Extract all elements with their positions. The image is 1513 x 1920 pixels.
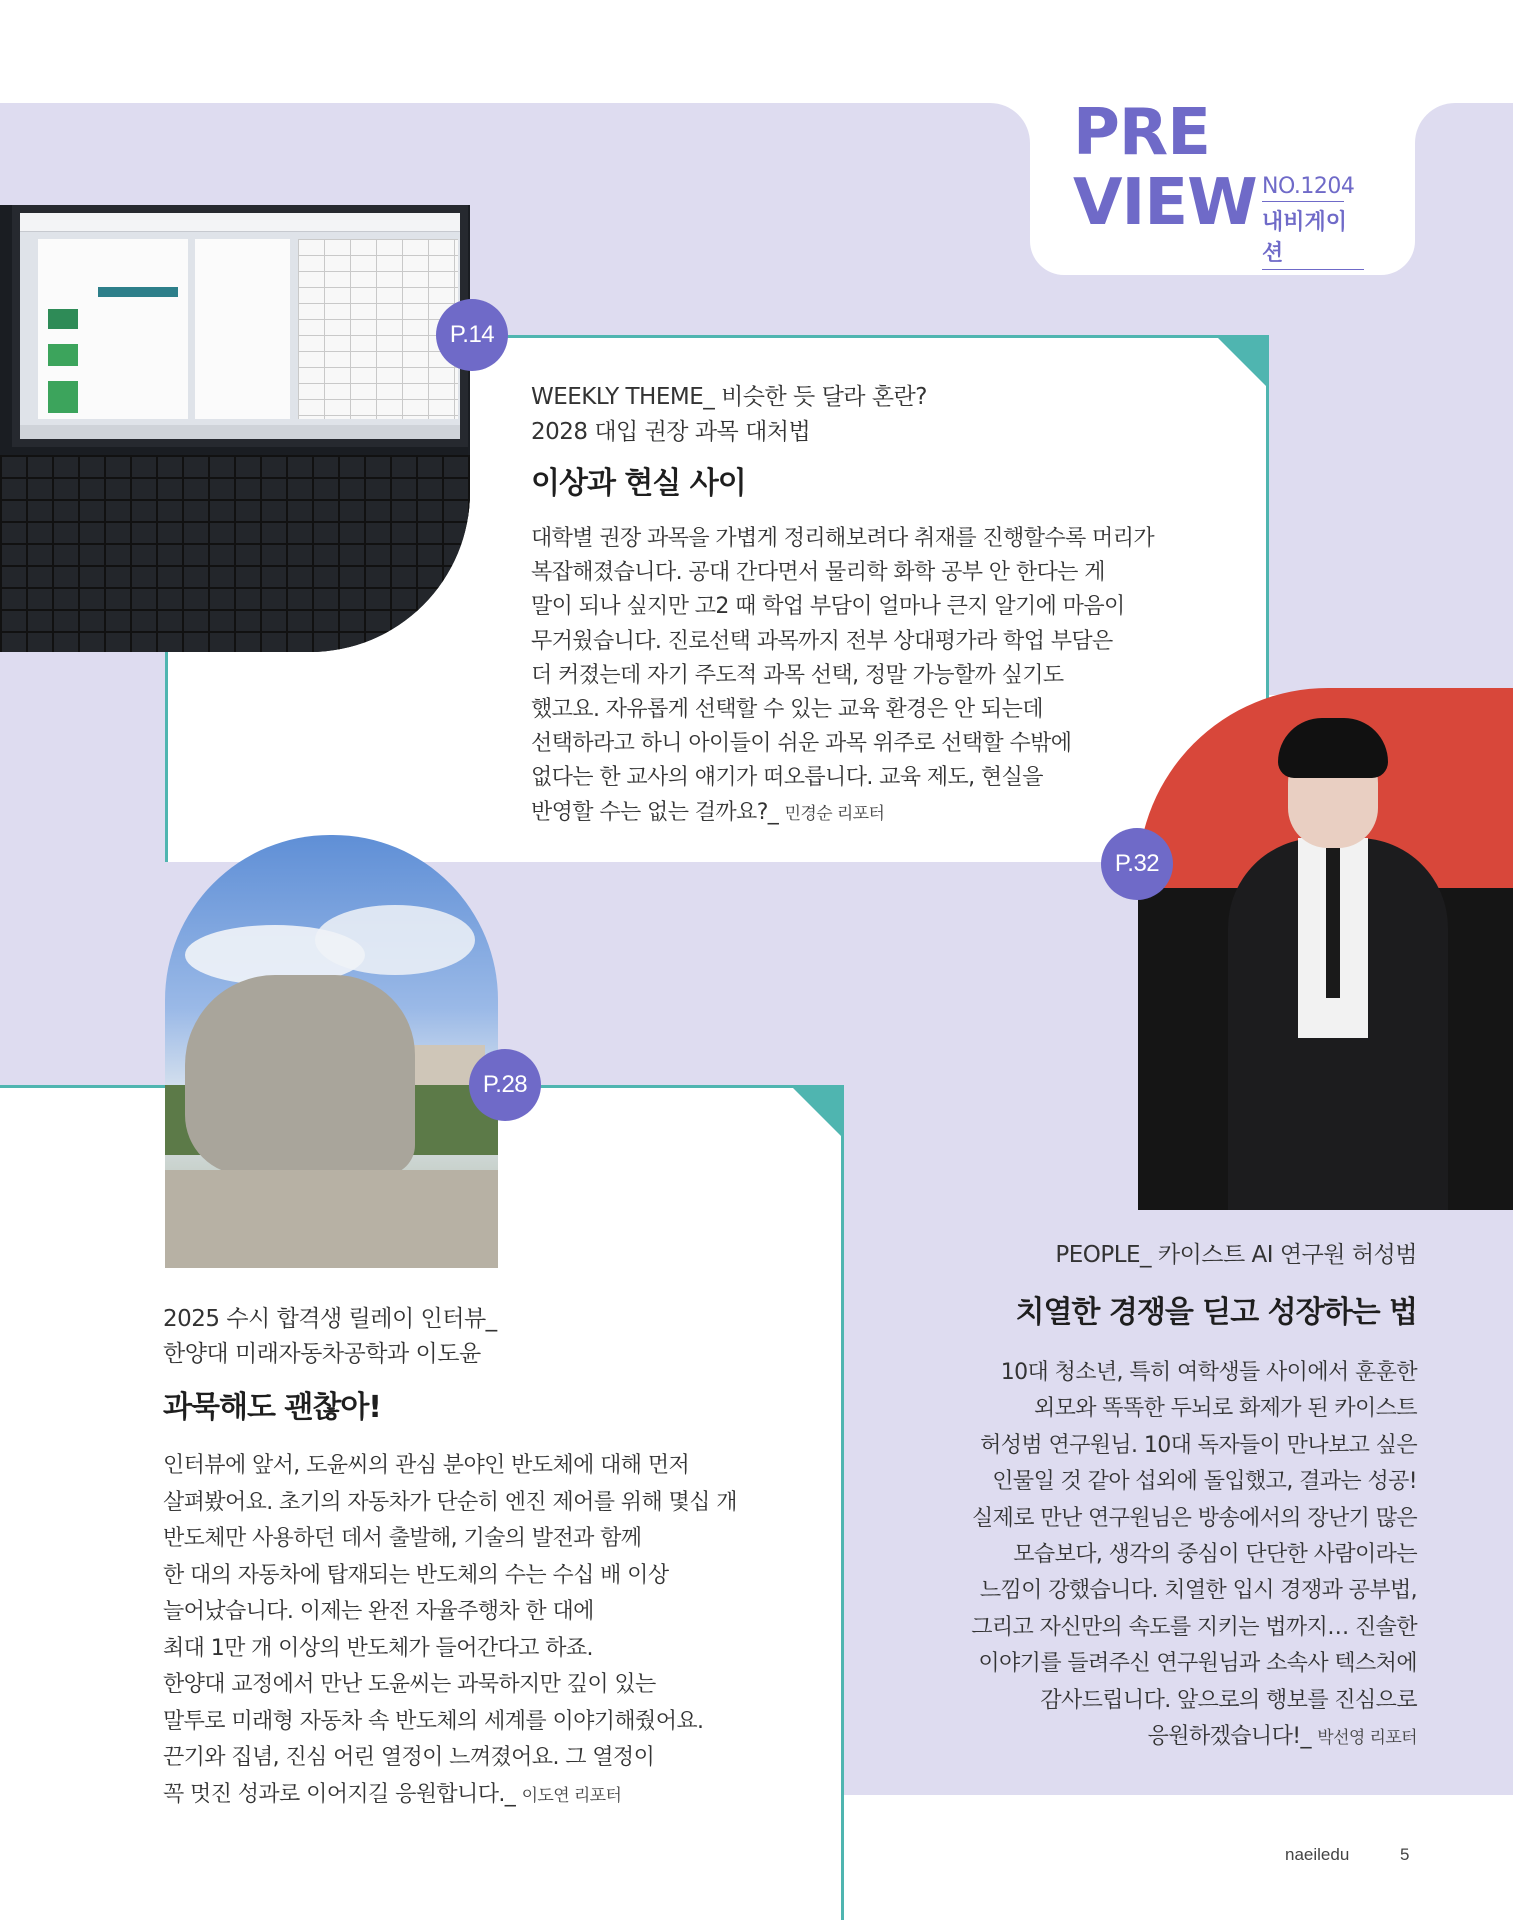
body-line: 모습보다, 생각의 중심이 단단한 사람이라는 [1013,1542,1417,1568]
body-line: 외모와 똑똑한 두뇌로 화제가 된 카이스트 [1033,1396,1417,1422]
doc-green-block-3 [48,381,78,413]
preview-title-line2: VIEW [1073,166,1257,240]
reporter-name: 박선영 리포터 [1317,1728,1417,1749]
laptop-photo [0,205,470,652]
body-line: 이야기를 들려주신 연구원님과 소속사 텍스처에 [978,1651,1417,1677]
body-line: 늘어났습니다. 이제는 완전 자율주행차 한 대에 [163,1599,594,1624]
article-people [870,1238,1417,1756]
magazine-name: 내비게이션 [1262,205,1364,270]
body-line: 없다는 한 교사의 얘기가 떠오릅니다. 교육 제도, 현실을 [531,765,1043,791]
body-line-last [531,796,1211,831]
body-line: 인물일 것 같아 섭외에 돌입했고, 결과는 성공! [992,1469,1417,1495]
cloud-shape-2 [315,905,475,975]
body-line: 선택하라고 하니 아이들이 쉬운 과목 위주로 선택할 수밖에 [531,731,1072,757]
body-line: 끈기와 집념, 진심 어린 열정이 느껴졌어요. 그 열정이 [163,1745,655,1770]
article-kicker-sub: 2028 대입 권장 과목 대처법 [531,419,811,445]
stone-pedestal [165,1170,498,1268]
article-body [531,522,1211,831]
body-line: 더 커졌는데 자기 주도적 과목 선택, 정말 가능할까 싶기도 [531,662,1064,688]
body-line-text: 반영할 수는 없는 걸까요?_ [531,799,779,825]
laptop-screen [12,205,468,447]
folded-corner-1 [1218,338,1268,388]
issue-info [1262,174,1364,270]
body-line: 한 대의 자동차에 탑재되는 반도체의 수는 수십 배 이상 [163,1562,669,1588]
screen-toolbar [20,213,460,232]
doc-green-block-1 [48,309,78,329]
article-kicker: PEOPLE_ 카이스트 AI 연구원 허성범 [1055,1242,1417,1268]
lavender-band-right [1268,335,1513,695]
page-badge-p14[interactable]: P.14 [436,299,508,371]
body-line-last [163,1777,823,1815]
article-headline: 치열한 경쟁을 딛고 성장하는 법 [1015,1295,1417,1330]
lion-statue-photo [165,835,498,1268]
reporter-name: 민경순 리포터 [784,803,885,824]
body-line: 실제로 만난 연구원님은 방송에서의 장난기 많은 [971,1505,1417,1531]
body-line: 했고요. 자유롭게 선택할 수 있는 교육 환경은 안 되는데 [531,697,1043,723]
article-interview [163,1302,823,1814]
doc-teal-bar [98,287,178,297]
body-line: 감사드립니다. 앞으로의 행보를 진심으로 [1040,1687,1417,1713]
body-line-text: 응원하겠습니다!_ [1147,1724,1311,1750]
body-line: 그리고 자신만의 속도를 지키는 법까지… 진솔한 [971,1614,1417,1640]
article-headline: 과묵해도 괜찮아! [163,1390,381,1425]
article-body [870,1355,1417,1756]
body-line: 허성범 연구원님. 10대 독자들이 만나보고 싶은 [980,1432,1417,1458]
body-line: 복잡해졌습니다. 공대 간다면서 물리학 화학 공부 안 한다는 게 [531,560,1105,586]
article-body [163,1448,823,1814]
body-line: 말투로 미래형 자동차 속 반도체의 세계를 이야기해줬어요. [163,1708,704,1734]
body-line: 10대 청소년, 특히 여학생들 사이에서 훈훈한 [1000,1360,1417,1385]
frame-line-5 [841,1085,844,1920]
article-kicker: WEEKLY THEME_ 비슷한 듯 달라 혼란? [531,384,927,410]
lion-statue [185,975,415,1175]
body-line: 반도체만 사용하던 데서 출발해, 기술의 발전과 함께 [163,1526,642,1551]
folded-corner-2 [793,1088,843,1138]
article-kicker-sub: 한양대 미래자동차공학과 이도윤 [163,1341,481,1367]
person-hair [1278,718,1388,778]
body-line: 말이 되나 싶지만 고2 때 학업 부담이 얼마나 큰지 알기에 마음이 [531,594,1125,620]
body-line: 살펴봤어요. 초기의 자동차가 단순히 엔진 제어를 위해 몇십 개 [163,1489,737,1515]
screen-taskbar [20,425,460,439]
reporter-name: 이도연 리포터 [521,1785,622,1806]
footer-page-number: 5 [1400,1845,1410,1864]
article-weekly-theme [531,380,1211,831]
body-line: 무거웠습니다. 진로선택 과목까지 전부 상대평가라 학업 부담은 [531,628,1113,654]
page-badge-p32[interactable]: P.32 [1101,828,1173,900]
person-tie [1326,848,1340,998]
screen-doc-middle [195,239,290,419]
body-line-text: 꼭 멋진 성과로 이어지길 응원합니다._ [163,1781,516,1807]
body-line: 인터뷰에 앞서, 도윤씨의 관심 분야인 반도체에 대해 먼저 [163,1453,690,1478]
body-line: 느낌이 강했습니다. 치열한 입시 경쟁과 공부법, [979,1578,1417,1604]
article-headline: 이상과 현실 사이 [531,466,746,501]
article-kicker: 2025 수시 합격생 릴레이 인터뷰_ [163,1306,497,1332]
laptop-keyboard [0,455,470,652]
body-line: 최대 1만 개 이상의 반도체가 들어간다고 하죠. [163,1635,593,1661]
preview-title [1073,98,1257,238]
footer-site: naeiledu [1285,1845,1350,1864]
doc-green-block-2 [48,344,78,366]
screen-doc-right [298,239,458,419]
body-line: 한양대 교정에서 만난 도윤씨는 과묵하지만 깊이 있는 [163,1672,656,1697]
preview-title-line1: PRE [1073,96,1210,170]
body-line: 대학별 권장 과목을 가볍게 정리해보려다 취재를 진행할수록 머리가 [531,526,1155,551]
body-line-last [870,1719,1417,1756]
page-badge-p28[interactable]: P.28 [469,1049,541,1121]
issue-number: NO.1204 [1262,174,1344,202]
footer [1285,1845,1409,1865]
screen-doc-left [38,239,188,419]
